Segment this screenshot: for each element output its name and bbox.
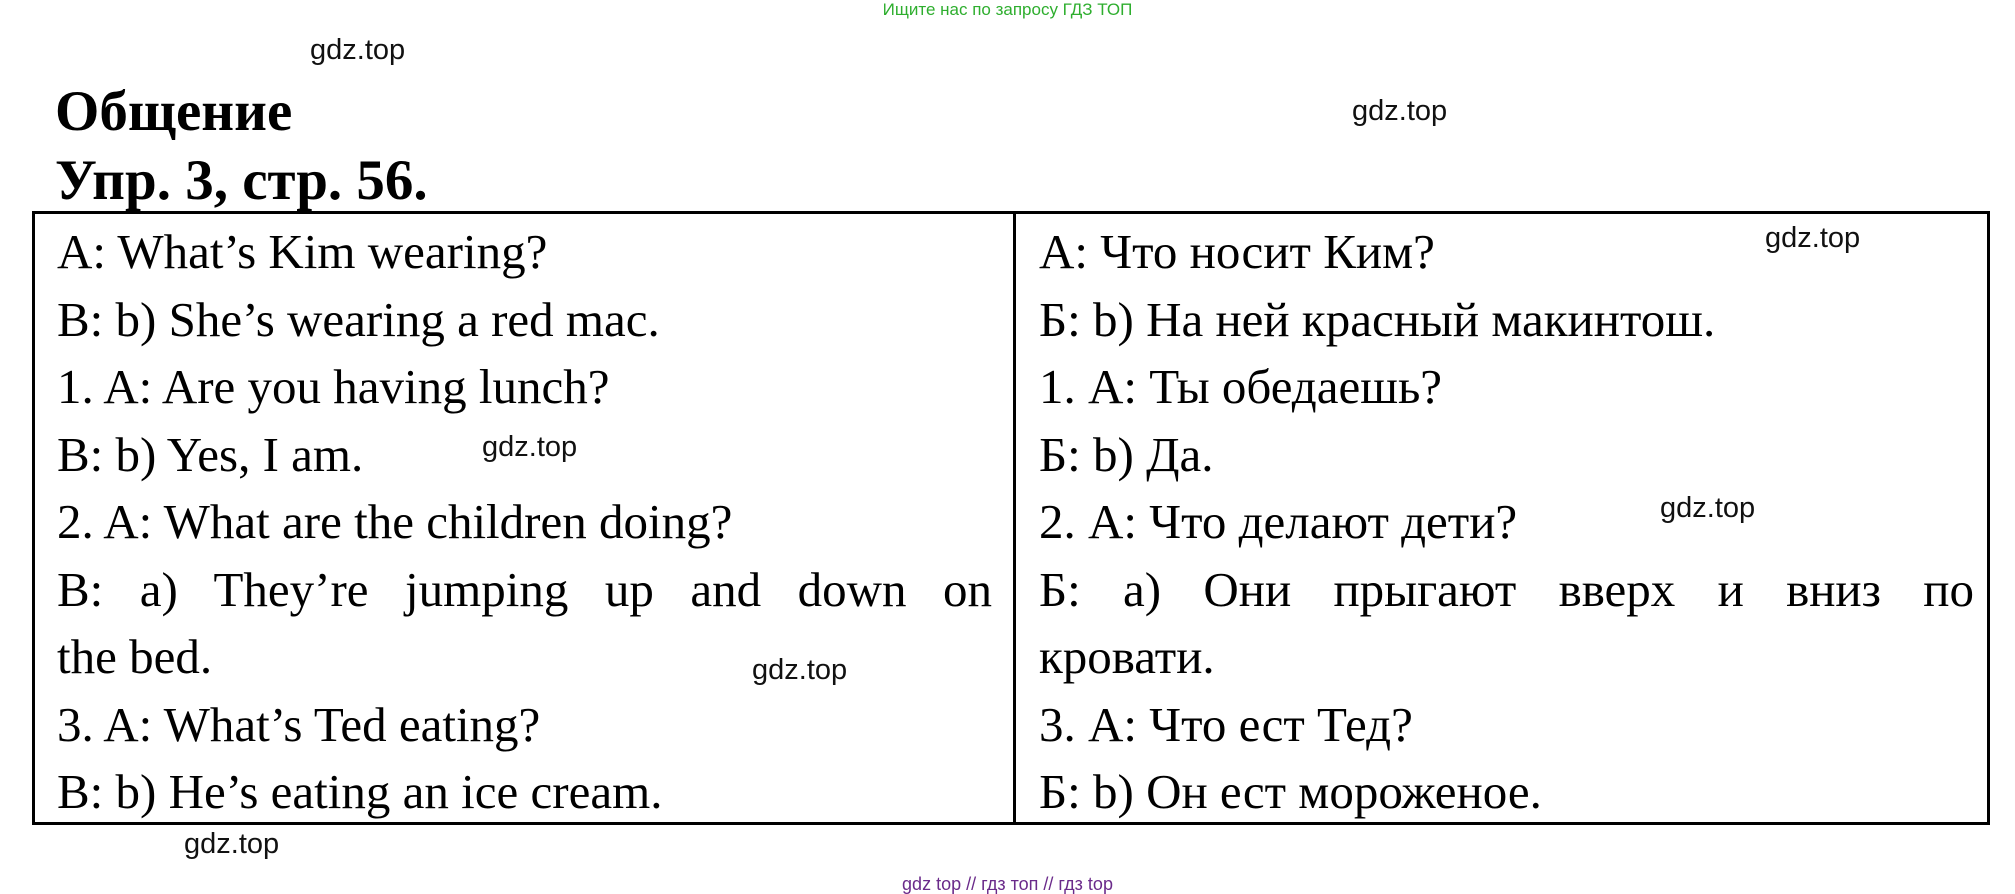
watermark: gdz.top <box>482 431 578 463</box>
russian-line: 3. А: Что ест Тед? <box>1039 696 1413 752</box>
watermark: gdz.top <box>310 34 406 66</box>
page-title: Общение <box>55 80 293 143</box>
watermark: gdz.top <box>1660 492 1756 524</box>
english-line: 1. A: Are you having lunch? <box>57 359 610 414</box>
watermark: gdz.top <box>752 654 848 686</box>
russian-line: Б: а) Они прыгают вверх и вниз по <box>1039 561 1974 617</box>
watermark: gdz.top <box>1765 222 1861 254</box>
russian-line: Б: b) Да. <box>1039 426 1214 482</box>
russian-line: 2. А: Что делают дети? <box>1039 494 1518 549</box>
english-line: B: a) They’re jumping up and down on <box>57 561 992 617</box>
footer-links[interactable]: gdz top // гдз топ // гдз top <box>902 874 1113 894</box>
exercise-reference: Упр. 3, стр. 56. <box>55 149 428 212</box>
english-line: A: What’s Kim wearing? <box>57 224 548 279</box>
watermark: gdz.top <box>184 828 280 860</box>
watermark: gdz.top <box>1352 95 1448 127</box>
english-line: 3. A: What’s Ted eating? <box>57 696 541 752</box>
english-line: B: b) He’s eating an ice cream. <box>57 764 663 819</box>
column-divider <box>1013 214 1016 822</box>
top-banner[interactable]: Ищите нас по запросу ГДЗ ТОП <box>882 0 1133 19</box>
english-column <box>57 218 992 826</box>
russian-line: кровати. <box>1039 629 1215 684</box>
english-line: B: b) Yes, I am. <box>57 426 364 482</box>
english-line: B: b) She’s wearing a red mac. <box>57 291 660 347</box>
english-line: the bed. <box>57 629 213 684</box>
russian-line: Б: b) Он ест мороженое. <box>1039 764 1542 819</box>
russian-column <box>1039 218 1974 826</box>
dialogue-table <box>32 211 1990 825</box>
russian-line: Б: b) На ней красный макинтош. <box>1039 291 1716 347</box>
russian-line: А: Что носит Ким? <box>1039 224 1435 279</box>
english-line: 2. A: What are the children doing? <box>57 494 733 549</box>
russian-line: 1. А: Ты обедаешь? <box>1039 359 1443 414</box>
